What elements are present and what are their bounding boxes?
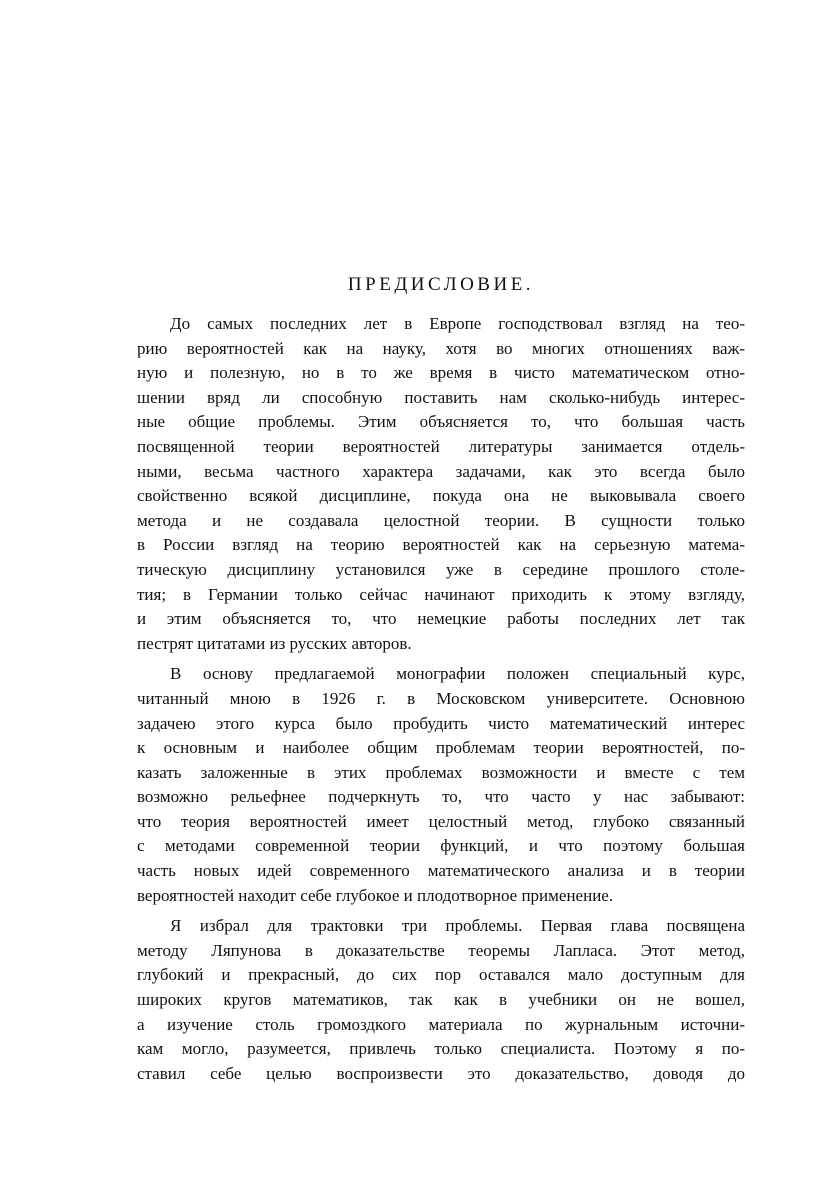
text-line: До самых последних лет в Европе господствовал взгляд на тео- xyxy=(170,314,745,333)
text-line: задачею этого курса было пробудить чисто математический интерес xyxy=(137,713,745,733)
text-line: глубокий и прекрасный, до сих пор оставался мало доступным для xyxy=(137,965,745,985)
text-line: возможно рельефнее подчеркнуть то, что часто у нас забывают: xyxy=(137,787,745,807)
text-line: в России взгляд на теорию вероятностей как на серьезную матема- xyxy=(137,535,745,555)
text-line: пестрят цитатами из русских авторов. xyxy=(137,633,412,653)
text-line: с методами современной теории функций, и что поэтому большая xyxy=(137,836,745,856)
text-line: шении вряд ли способную поставить нам сколько-нибудь интерес- xyxy=(137,387,745,407)
text-line: часть новых идей современного математического анализа и в теории xyxy=(137,861,745,881)
text-line: Я избрал для трактовки три проблемы. Первая глава посвящена xyxy=(170,916,745,936)
text-line: В основу предлагаемой монографии положен специальный курс, xyxy=(170,664,745,684)
text-line: широких кругов математиков, так как в учебники он не вошел, xyxy=(137,990,745,1010)
paragraph xyxy=(137,914,745,1086)
text-line: кам могло, разумеется, привлечь только специалиста. Поэтому я по- xyxy=(137,1039,745,1059)
text-line: свойственно всякой дисциплине, покуда она не выковывала своего xyxy=(137,486,745,506)
text-line: и этим объясняется то, что немецкие работы последних лет так xyxy=(137,609,745,629)
text-line: что теория вероятностей имеет целостный метод, глубоко связанный xyxy=(137,811,745,831)
text-line: казать заложенные в этих проблемах возможности и вместе с тем xyxy=(137,762,745,782)
text-line: читанный мною в 1926 г. в Московском университете. Основною xyxy=(137,688,745,708)
text-line: тическую дисциплину установился уже в середине прошлого столе- xyxy=(137,559,745,579)
document-body xyxy=(137,312,745,1086)
text-line: рию вероятностей как на науку, хотя во многих отношениях важ- xyxy=(137,338,745,358)
page-title: ПРЕДИСЛОВИЕ. xyxy=(347,274,535,295)
text-line: ные общие проблемы. Этим объясняется то, что большая часть xyxy=(137,412,745,432)
paragraph xyxy=(137,312,745,656)
text-line: посвященной теории вероятностей литературы занимается отдель- xyxy=(137,436,745,456)
text-line: тия; в Германии только сейчас начинают приходить к этому взгляду, xyxy=(137,584,745,604)
paragraph xyxy=(137,662,745,908)
text-line: ставил себе целью воспроизвести это доказательство, доводя до xyxy=(137,1063,745,1083)
text-line: ными, весьма частного характера задачами, как это всегда было xyxy=(137,461,745,481)
text-line: а изучение столь громоздкого материала по журнальным источни- xyxy=(137,1014,745,1034)
text-line: вероятностей находит себе глубокое и плодотворное применение. xyxy=(137,885,614,905)
text-line: ную и полезную, но в то же время в чисто математическом отно- xyxy=(137,363,745,383)
text-line: методу Ляпунова в доказательстве теоремы Лапласа. Этот метод, xyxy=(137,940,745,960)
text-line: метода и не создавала целостной теории. В сущности только xyxy=(137,510,745,530)
text-line: к основным и наиболее общим проблемам теории вероятностей, по- xyxy=(137,738,745,758)
document-page xyxy=(137,272,745,1092)
